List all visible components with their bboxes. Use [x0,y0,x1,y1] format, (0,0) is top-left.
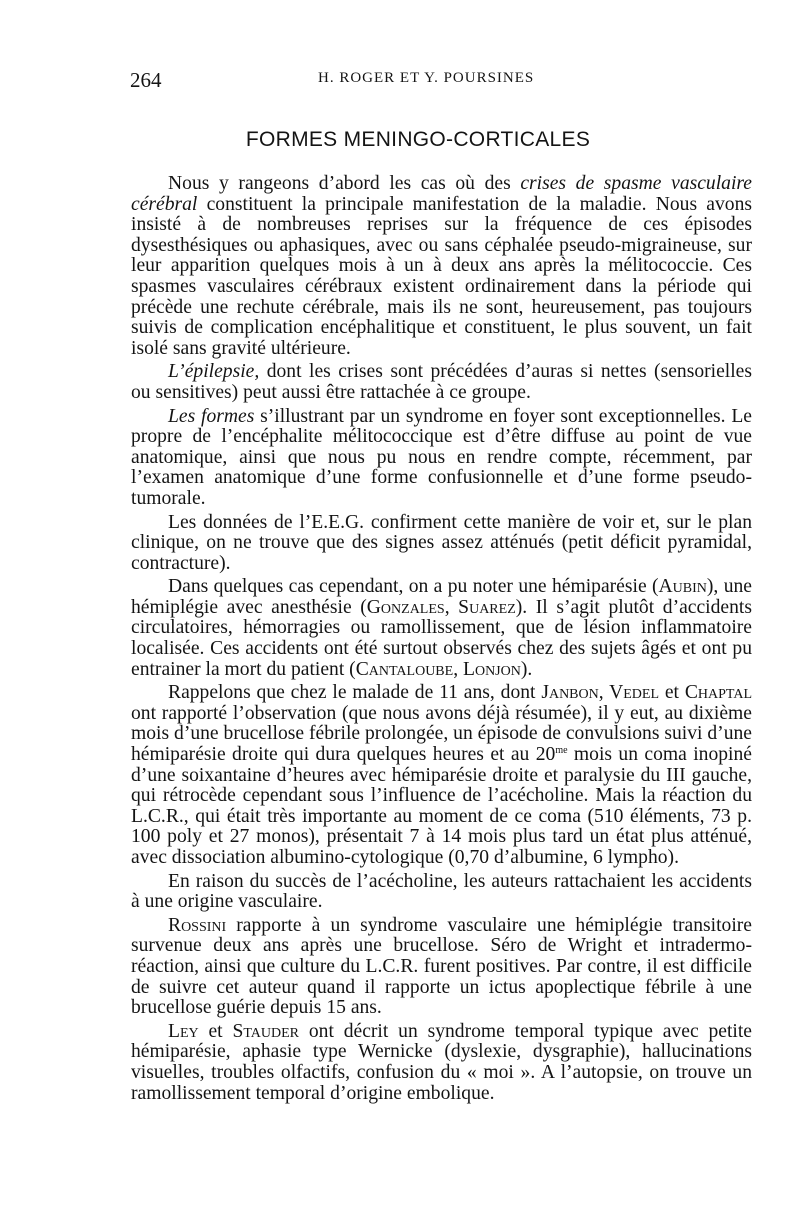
body-text [131,174,752,1107]
text-run: En raison du succès de l’acécholine, les auteurs rattachaient les accidents à une origine vasculaire. [131,870,752,913]
author-name: Chaptal [684,682,753,704]
paragraph-vascular-spasm [131,174,752,359]
text-run: Les données de l’E.E.G. confirment cette manière de voir et, sur le plan clinique, on ne trouve que des signes assez atténués (petit déficit pyramidal, contracture). [131,511,752,574]
author-name: Aubin [658,576,707,598]
author-name: Cantaloube, Lonjon [355,658,521,680]
italic-term: Les formes [168,405,255,427]
text-run: mois un coma inopiné d’une soixantaine d’heures avec hémiparésie droite et paralysie du III gauche, qui rétrocède cependant sous l’influence de l’acécholine. Mais la réaction du L.C.R., qui était très importante au moment de ce coma (510 éléments, 73 p. 100 poly et 27 monos), présentait 7 à 14 mois plus tard un état plus atténué, avec dissociation albumino-cytologique (0,70 d’albumine, 6 lympho). [131,744,752,868]
author-name: Rossini [168,914,227,936]
paragraph-hemiparesis-cases [131,577,752,680]
section-title: FORMES MENINGO-CORTICALES [245,128,591,151]
text-run: Nous y rangeons d’abord les cas où des [168,173,521,194]
author-name: Stauder [232,1020,300,1042]
text-run: ). [520,658,533,680]
italic-term: L’épilepsie, [168,361,260,383]
text-run: et [198,1020,233,1042]
text-run: ), une hémiplégie avec anesthésie ( [131,576,752,618]
text-run: rapporte à un syndrome vasculaire une hémiplégie transitoire survenue deux ans après une brucellose. Séro de Wright et intradermo-réaction, ainsi que culture du L.C.R. furent positives. Par contre, il est difficile de suivre cet auteur quand il rapporte un ictus apoplectique fébrile à une brucellose guérie depuis 15 ans. [131,914,752,1019]
text-run: s’illustrant par un syndrome en foyer sont exceptionnelles. Le propre de l’encéphalite mélitococcique est d’être diffuse au point de vue anatomique, ainsi que nous pu nous en rendre compte, récemment, par l’examen anatomique d’une forme confusionnelle et d’une forme pseudo-tumorale. [131,405,752,509]
author-name: Gonzales, Suarez [366,596,516,618]
text-run: et [659,682,685,704]
author-name: Janbon, Vedel [541,682,660,704]
page-number: 264 [130,68,162,92]
paragraph-eeg [131,513,752,575]
text-run: constituent la principale manifestation de la maladie. Nous avons insisté à de nombreuses reprises sur la fréquence de ces épisodes dysesthésiques ou aphasiques, avec ou sans céphalée pseudo-migraineuse, sur leur apparition quelques mois à un à deux ans après la mélitococcie. Ces spasmes vasculaires cérébraux existent ordinairement dans la période qui précède une rechute cérébrale, mais ils ne sont, heureusement, pas toujours suivis de complication encéphalitique et constituent, le plus souvent, un fait isolé sans gravité ultérieure. [131,193,752,359]
author-name: Ley [168,1020,199,1042]
text-run: ont rapporté l’observation (que nous avons déjà résumée), il y eut, au dixième mois d’une brucellose fébrile prolongée, un épisode de convulsions suivi d’une hémiparésie droite qui dura quelques heures et au 20 [131,702,752,766]
text-run: ). Il s’agit plutôt d’accidents circulatoires, hémorragies ou ramollissement, que de lésion inflammatoire localisée. Ces accidents ont été surtout observés chez des sujets âgés et ont pu entrainer la mort du patient ( [131,596,752,680]
paragraph-rossini [131,916,752,1019]
text-run: ont décrit un syndrome temporal typique avec petite hémiparésie, aphasie type Wernicke (dyslexie, dysgraphie), hallucinations visuelles, troubles olfactifs, confusion du « moi ». A l’autopsie, on trouve un ramollissement temporal d’origine embolique. [131,1020,752,1104]
paragraph-ley-stauder [131,1022,752,1104]
text-run: Dans quelques cas cependant, on a pu noter une hémiparésie ( [168,576,659,598]
paragraph-epilepsy [131,362,752,403]
text-run: dont les crises sont précédées d’auras si nettes (sensorielles ou sensitives) peut aussi être rattachée à ce groupe. [131,361,752,403]
paragraph-case-report [131,683,752,868]
italic-term: crises de spasme vasculaire cérébral [131,173,753,215]
paragraph-focal-forms [131,407,752,510]
text-run: Rappelons que chez le malade de 11 ans, dont [168,682,542,704]
running-head: H. ROGER ET Y. POURSINES [318,70,535,86]
superscript: me [555,745,568,757]
paragraph-acecholine [131,872,752,913]
